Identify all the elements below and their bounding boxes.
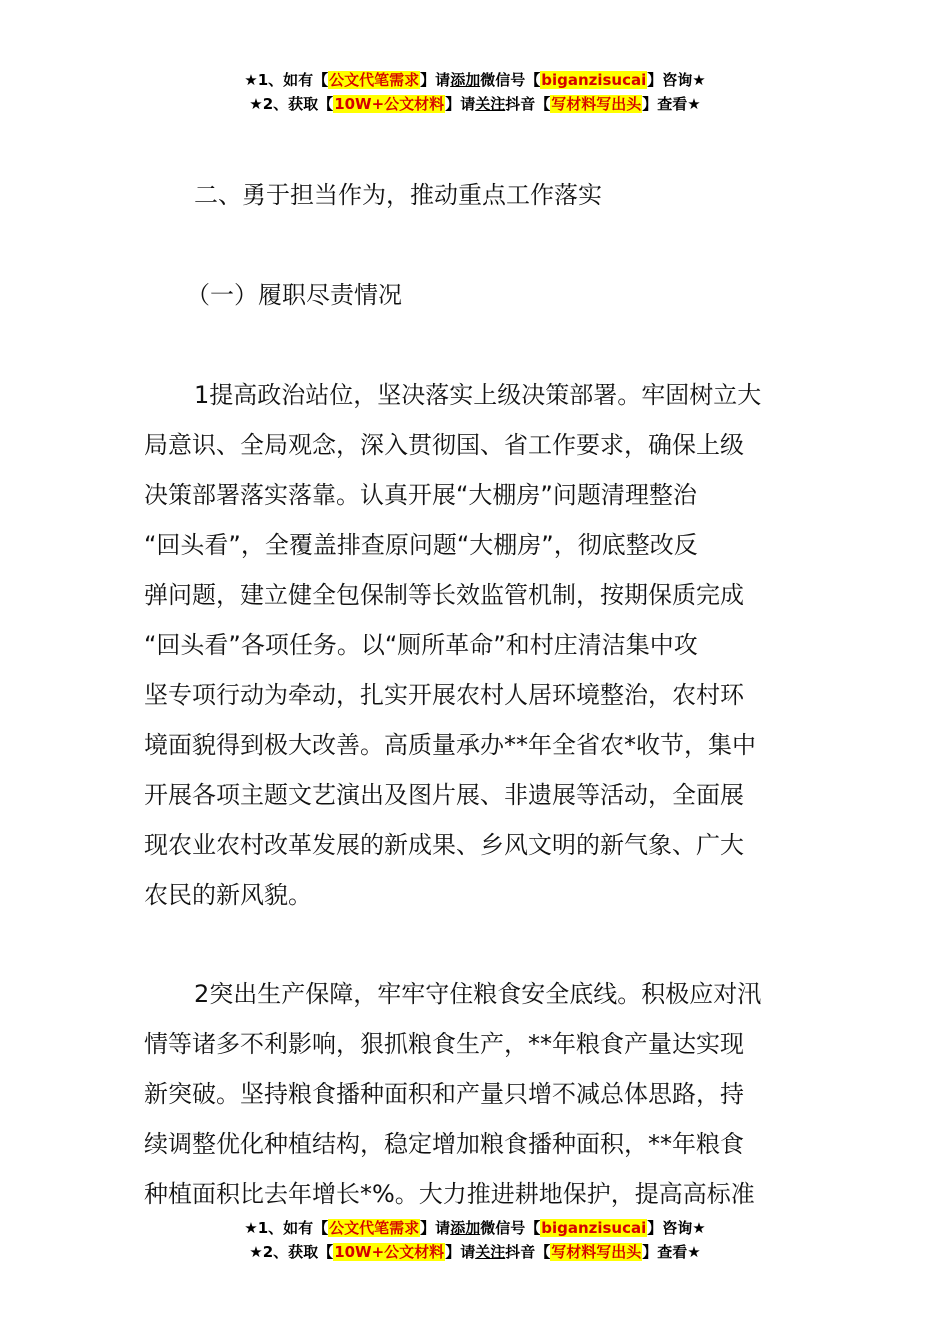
- footer-banner: [0, 1216, 950, 1264]
- paragraph-line: 农民的新风貌。: [144, 881, 312, 909]
- banner-text: ★2、获取【: [249, 1243, 334, 1261]
- paragraph-line: 情等诸多不利影响，狠抓粮食生产，**年粮食产量达实现: [144, 1030, 744, 1058]
- paragraph-line: 弹问题，建立健全包保制等长效监管机制，按期保质完成: [144, 581, 744, 609]
- banner-line-1: [0, 1216, 950, 1240]
- banner-text: 微信号【: [480, 71, 541, 89]
- banner-underlined: 添加: [450, 1219, 481, 1237]
- paragraph-line: 局意识、全局观念，深入贯彻国、省工作要求，确保上级: [144, 431, 744, 459]
- banner-text: ★1、如有【: [244, 1219, 329, 1237]
- paragraph-line: 决策部署落实落靠。认真开展“大棚房”问题清理整治: [144, 481, 697, 509]
- banner-text: 】查看★: [642, 1243, 701, 1261]
- banner-text: 微信号【: [480, 1219, 541, 1237]
- paragraph-line: 续调整优化种植结构，稳定增加粮食播种面积，**年粮食: [144, 1130, 744, 1158]
- paragraph-line: 新突破。坚持粮食播种面积和产量只增不减总体思路，持: [144, 1080, 744, 1108]
- banner-highlight: biganzisucai: [541, 1219, 647, 1237]
- paragraph-line: 开展各项主题文艺演出及图片展、非遗展等活动，全面展: [144, 781, 744, 809]
- banner-line-1: [0, 68, 950, 92]
- body-paragraph: [144, 969, 808, 1219]
- banner-text: 】查看★: [642, 95, 701, 113]
- paragraph-line: “回头看”，全覆盖排查原问题“大棚房”，彻底整改反: [144, 531, 698, 559]
- banner-line-2: [0, 92, 950, 116]
- banner-text: 】请: [420, 71, 451, 89]
- banner-text: 抖音【: [505, 1243, 551, 1261]
- banner-underlined: 关注: [475, 95, 506, 113]
- paragraph-line: 境面貌得到极大改善。高质量承办**年全省农*收节，集中: [144, 731, 756, 759]
- paragraph-line: 1提高政治站位，坚决落实上级决策部署。牢固树立大: [194, 381, 762, 409]
- banner-highlight: 10W+公文材料: [334, 95, 445, 113]
- banner-underlined: 关注: [475, 1243, 506, 1261]
- banner-text: ★1、如有【: [244, 71, 329, 89]
- banner-underlined: 添加: [450, 71, 481, 89]
- subsection-heading: （一）履职尽责情况: [186, 281, 402, 309]
- banner-text: 】咨询★: [647, 71, 706, 89]
- header-banner: [0, 68, 950, 116]
- banner-text: 】请: [420, 1219, 451, 1237]
- banner-highlight: 写材料写出头: [551, 95, 642, 113]
- banner-text: ★2、获取【: [249, 95, 334, 113]
- paragraph-line: “回头看”各项任务。以“厕所革命”和村庄清洁集中攻: [144, 631, 698, 659]
- paragraph-line: 坚专项行动为牵动，扎实开展农村人居环境整治，农村环: [144, 681, 744, 709]
- banner-text: 】请: [445, 95, 476, 113]
- banner-text: 抖音【: [505, 95, 551, 113]
- banner-text: 】咨询★: [647, 1219, 706, 1237]
- paragraph-line: 2突出生产保障，牢牢守住粮食安全底线。积极应对汛: [194, 980, 762, 1008]
- banner-text: 】请: [445, 1243, 476, 1261]
- banner-line-2: [0, 1240, 950, 1264]
- banner-highlight: biganzisucai: [541, 71, 647, 89]
- banner-highlight: 10W+公文材料: [334, 1243, 445, 1261]
- body-paragraph: [144, 370, 808, 920]
- paragraph-line: 种植面积比去年增长*%。大力推进耕地保护，提高高标准: [144, 1180, 755, 1208]
- banner-highlight: 公文代笔需求: [329, 71, 420, 89]
- section-heading: 二、勇于担当作为，推动重点工作落实: [194, 181, 602, 209]
- banner-highlight: 公文代笔需求: [329, 1219, 420, 1237]
- paragraph-line: 现农业农村改革发展的新成果、乡风文明的新气象、广大: [144, 831, 744, 859]
- banner-highlight: 写材料写出头: [551, 1243, 642, 1261]
